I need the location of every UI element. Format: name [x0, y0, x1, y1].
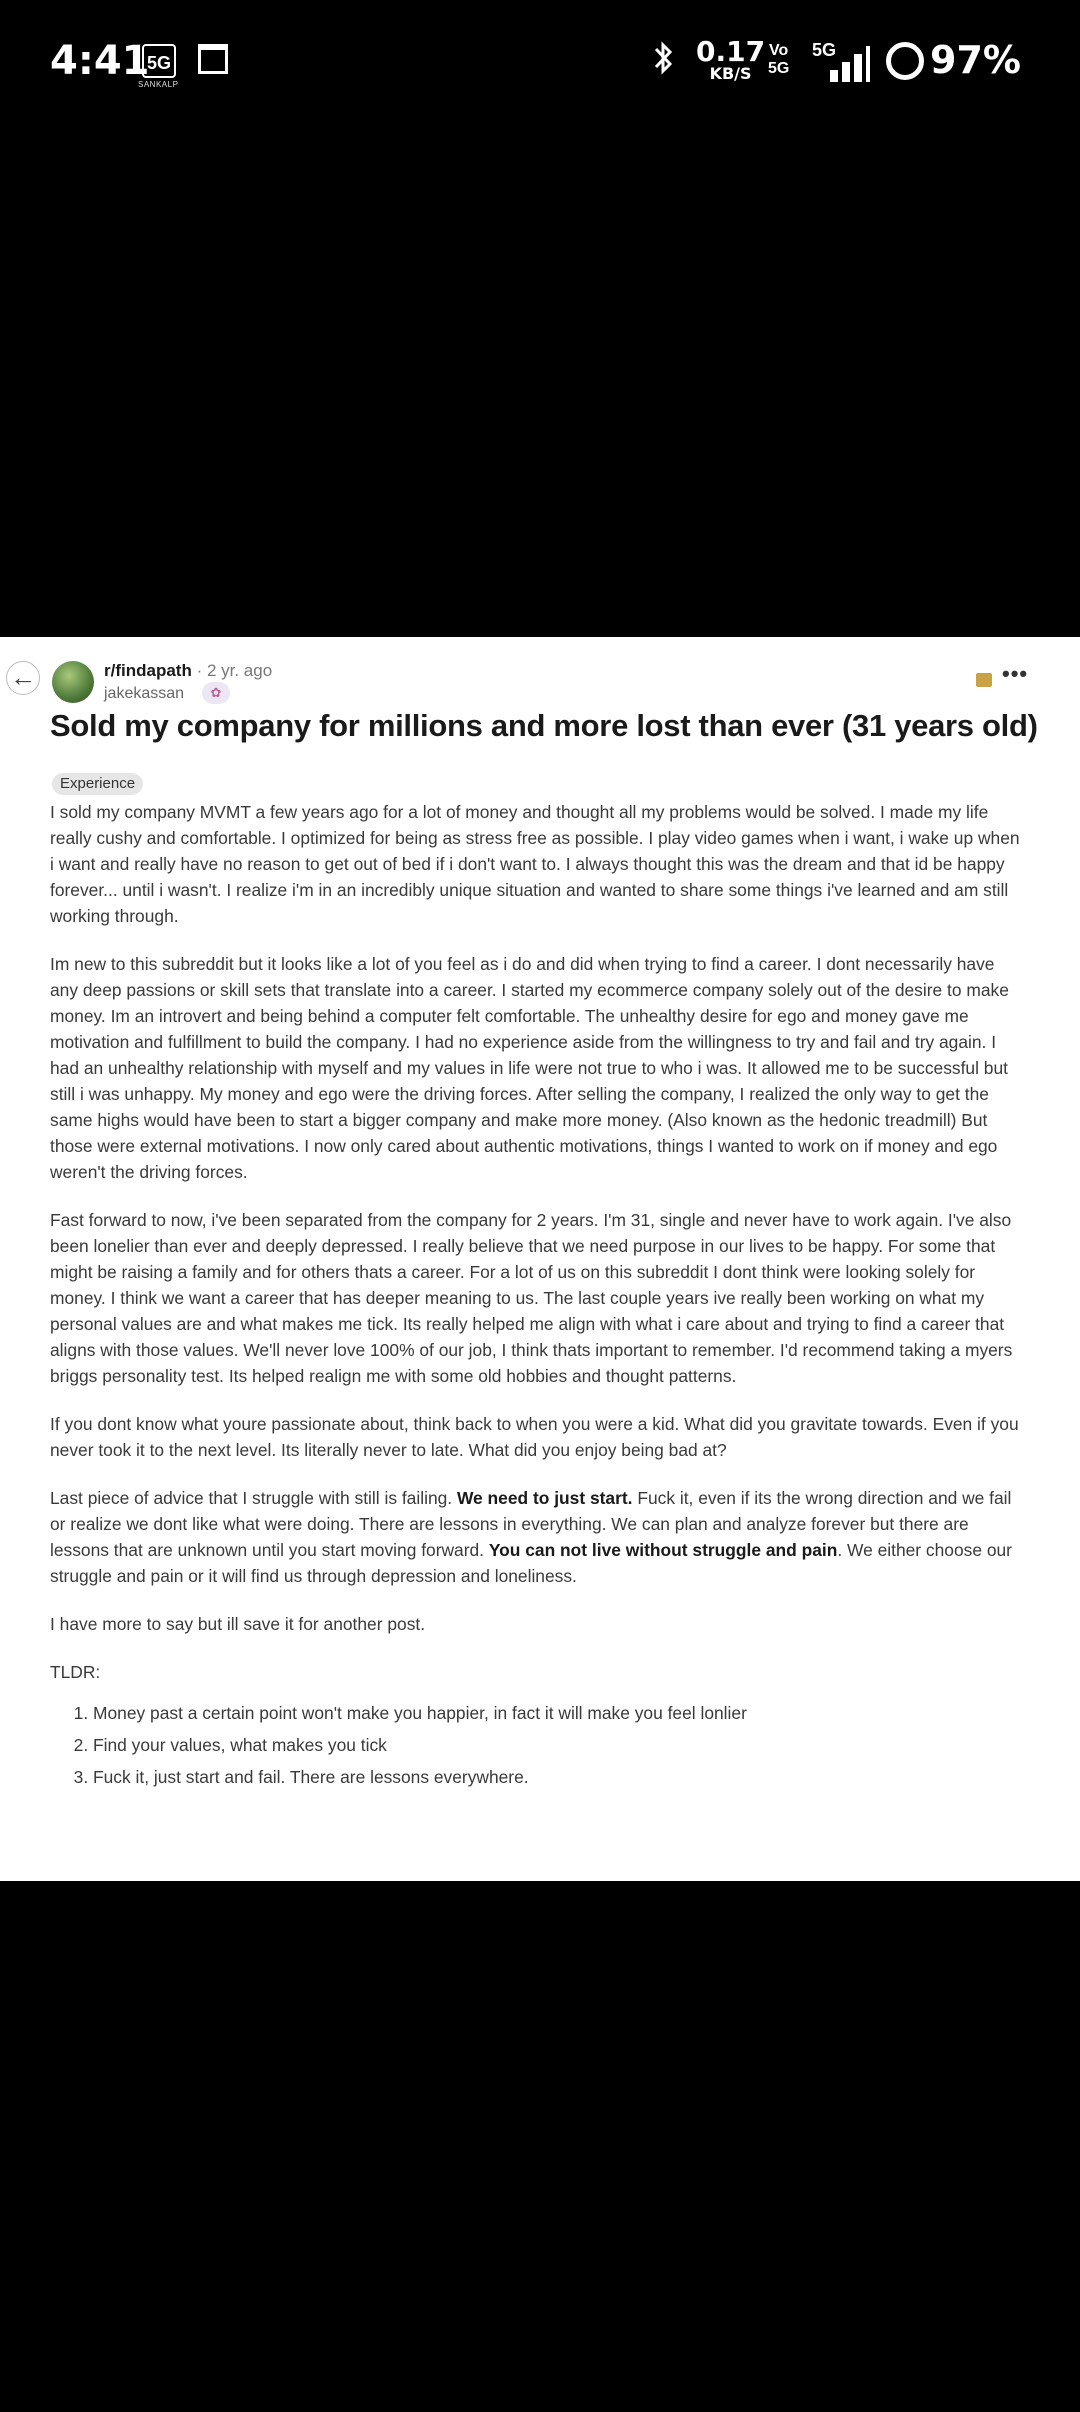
advice-paragraph: Last piece of advice that I struggle with still is failing. We need to just start. Fuck it, even if its the wrong direction and we fail or realize we dont like what were doing. There are lessons in everything. We can plan and analyze forever but there are lessons that are unknown until you start moving forward. You can not live without struggle and pain. We either choose our struggle and pain or it will find us through depression and loneliness. — [50, 1488, 1012, 1586]
calendar-icon — [198, 44, 228, 74]
subreddit-link[interactable]: r/findapath — [104, 661, 192, 680]
network-speed: 0.17 KB/S — [696, 35, 766, 83]
bold-text: We need to just start. — [456, 1488, 633, 1508]
award-icon[interactable] — [976, 673, 992, 687]
signal-icon — [824, 46, 870, 82]
list-item: 1. Money past a certain point won't make you happier, in fact it will make you feel lonlier — [93, 1697, 1024, 1729]
paragraph: Im new to this subreddit but it looks like a lot of you feel as i do and did when trying to find a career. I dont necessarily have any deep passions or skill sets that translate into a career. I started my ecommerce company solely out of the desire to make money. Im an introvert and being behind a computer felt comfortable. The unhealthy desire for ego and money gave me motivation and fulfillment to build the company. I had no experience aside from the willingness to try and fail and try again. I had an unhealthy relationship with myself and my values in life were not true to who i was. It allowed me to be successful but still i was unhappy. My money and ego were the driving forces. After selling the company, I realized the only way to get the same highs would have been to start a bigger company and make more money. (Also known as the hedonic treadmill) But those were external motivations. I now only cared about authentic motivations, things I wanted to work on if money and ego weren't the driving forces. — [50, 954, 1009, 1182]
post-meta: r/findapath · 2 yr. ago — [104, 661, 273, 680]
tldr-list — [50, 1697, 1024, 1793]
network-type: 5G — [812, 40, 837, 60]
paragraph: If you dont know what youre passionate about, think back to when you were a kid. What did you gravitate towards. Even if you never took it to the next level. Its literally never to late. What did you enjoy being bad at? — [50, 1414, 1019, 1460]
battery-percent: 97% — [930, 38, 1021, 82]
tldr-label: TLDR: — [50, 1662, 101, 1682]
paragraph: Fast forward to now, i've been separated from the company for 2 years. I'm 31, single and never have to work again. I've also been lonelier than ever and deeply depressed. I really believe that we need purpose in our lives to be happy. For some that might be raising a family and for others thats a career. For a lot of us on this subreddit I dont think were looking solely for money. I think we want a career that has deeper meaning to us. The last couple years ive really been working on what my personal values are and what makes me tick. Its really helped me align with what i care about and trying to find a career that aligns with those values. We'll never love 100% of our job, I think thats important to remember. I'd recommend taking a myers briggs personality test. Its helped realign me with some old hobbies and thought patterns. — [50, 1210, 1013, 1386]
list-item: 2. Find your values, what makes you tick — [93, 1729, 1024, 1761]
bluetooth-icon — [648, 40, 678, 86]
post-title: Sold my company for millions and more lost than ever (31 years old) — [50, 708, 1038, 743]
battery-icon — [886, 42, 924, 80]
post-body — [50, 799, 1024, 1793]
more-options-icon[interactable]: ••• — [1002, 661, 1029, 686]
sankalp-icon: 5G — [142, 44, 176, 78]
status-bar — [0, 0, 1080, 130]
post-age: 2 yr. ago — [206, 661, 273, 680]
bold-text: You can not live without struggle and pain — [488, 1540, 838, 1560]
author-link[interactable]: jakekassan — [104, 685, 185, 702]
list-item: 3. Fuck it, just start and fail. There are lessons everywhere. — [93, 1761, 1024, 1793]
post-flair[interactable]: Experience — [52, 773, 143, 795]
brain-icon: ✿ — [202, 682, 230, 704]
post-panel — [0, 637, 1080, 1881]
paragraph: I sold my company MVMT a few years ago for a lot of money and thought all my problems would be solved. I made my life really cushy and comfortable. I optimized for being as stress free as possible. I play video games when i want, i wake up when i want and really have no reason to get out of bed if i don't want to. I always thought this was the dream and that id be happy forever... until i wasn't. I realize i'm in an incredibly unique situation and wanted to share some things i've learned and am still working through. — [50, 802, 1020, 926]
paragraph: I have more to say but ill save it for another post. — [50, 1614, 426, 1634]
volte-indicator: Vo 5G — [768, 42, 790, 77]
sankalp-caption: SANKALP — [138, 80, 179, 89]
subreddit-avatar[interactable] — [52, 661, 94, 703]
clock: 4:41 — [50, 38, 150, 84]
back-arrow-icon[interactable]: ← — [6, 661, 40, 695]
